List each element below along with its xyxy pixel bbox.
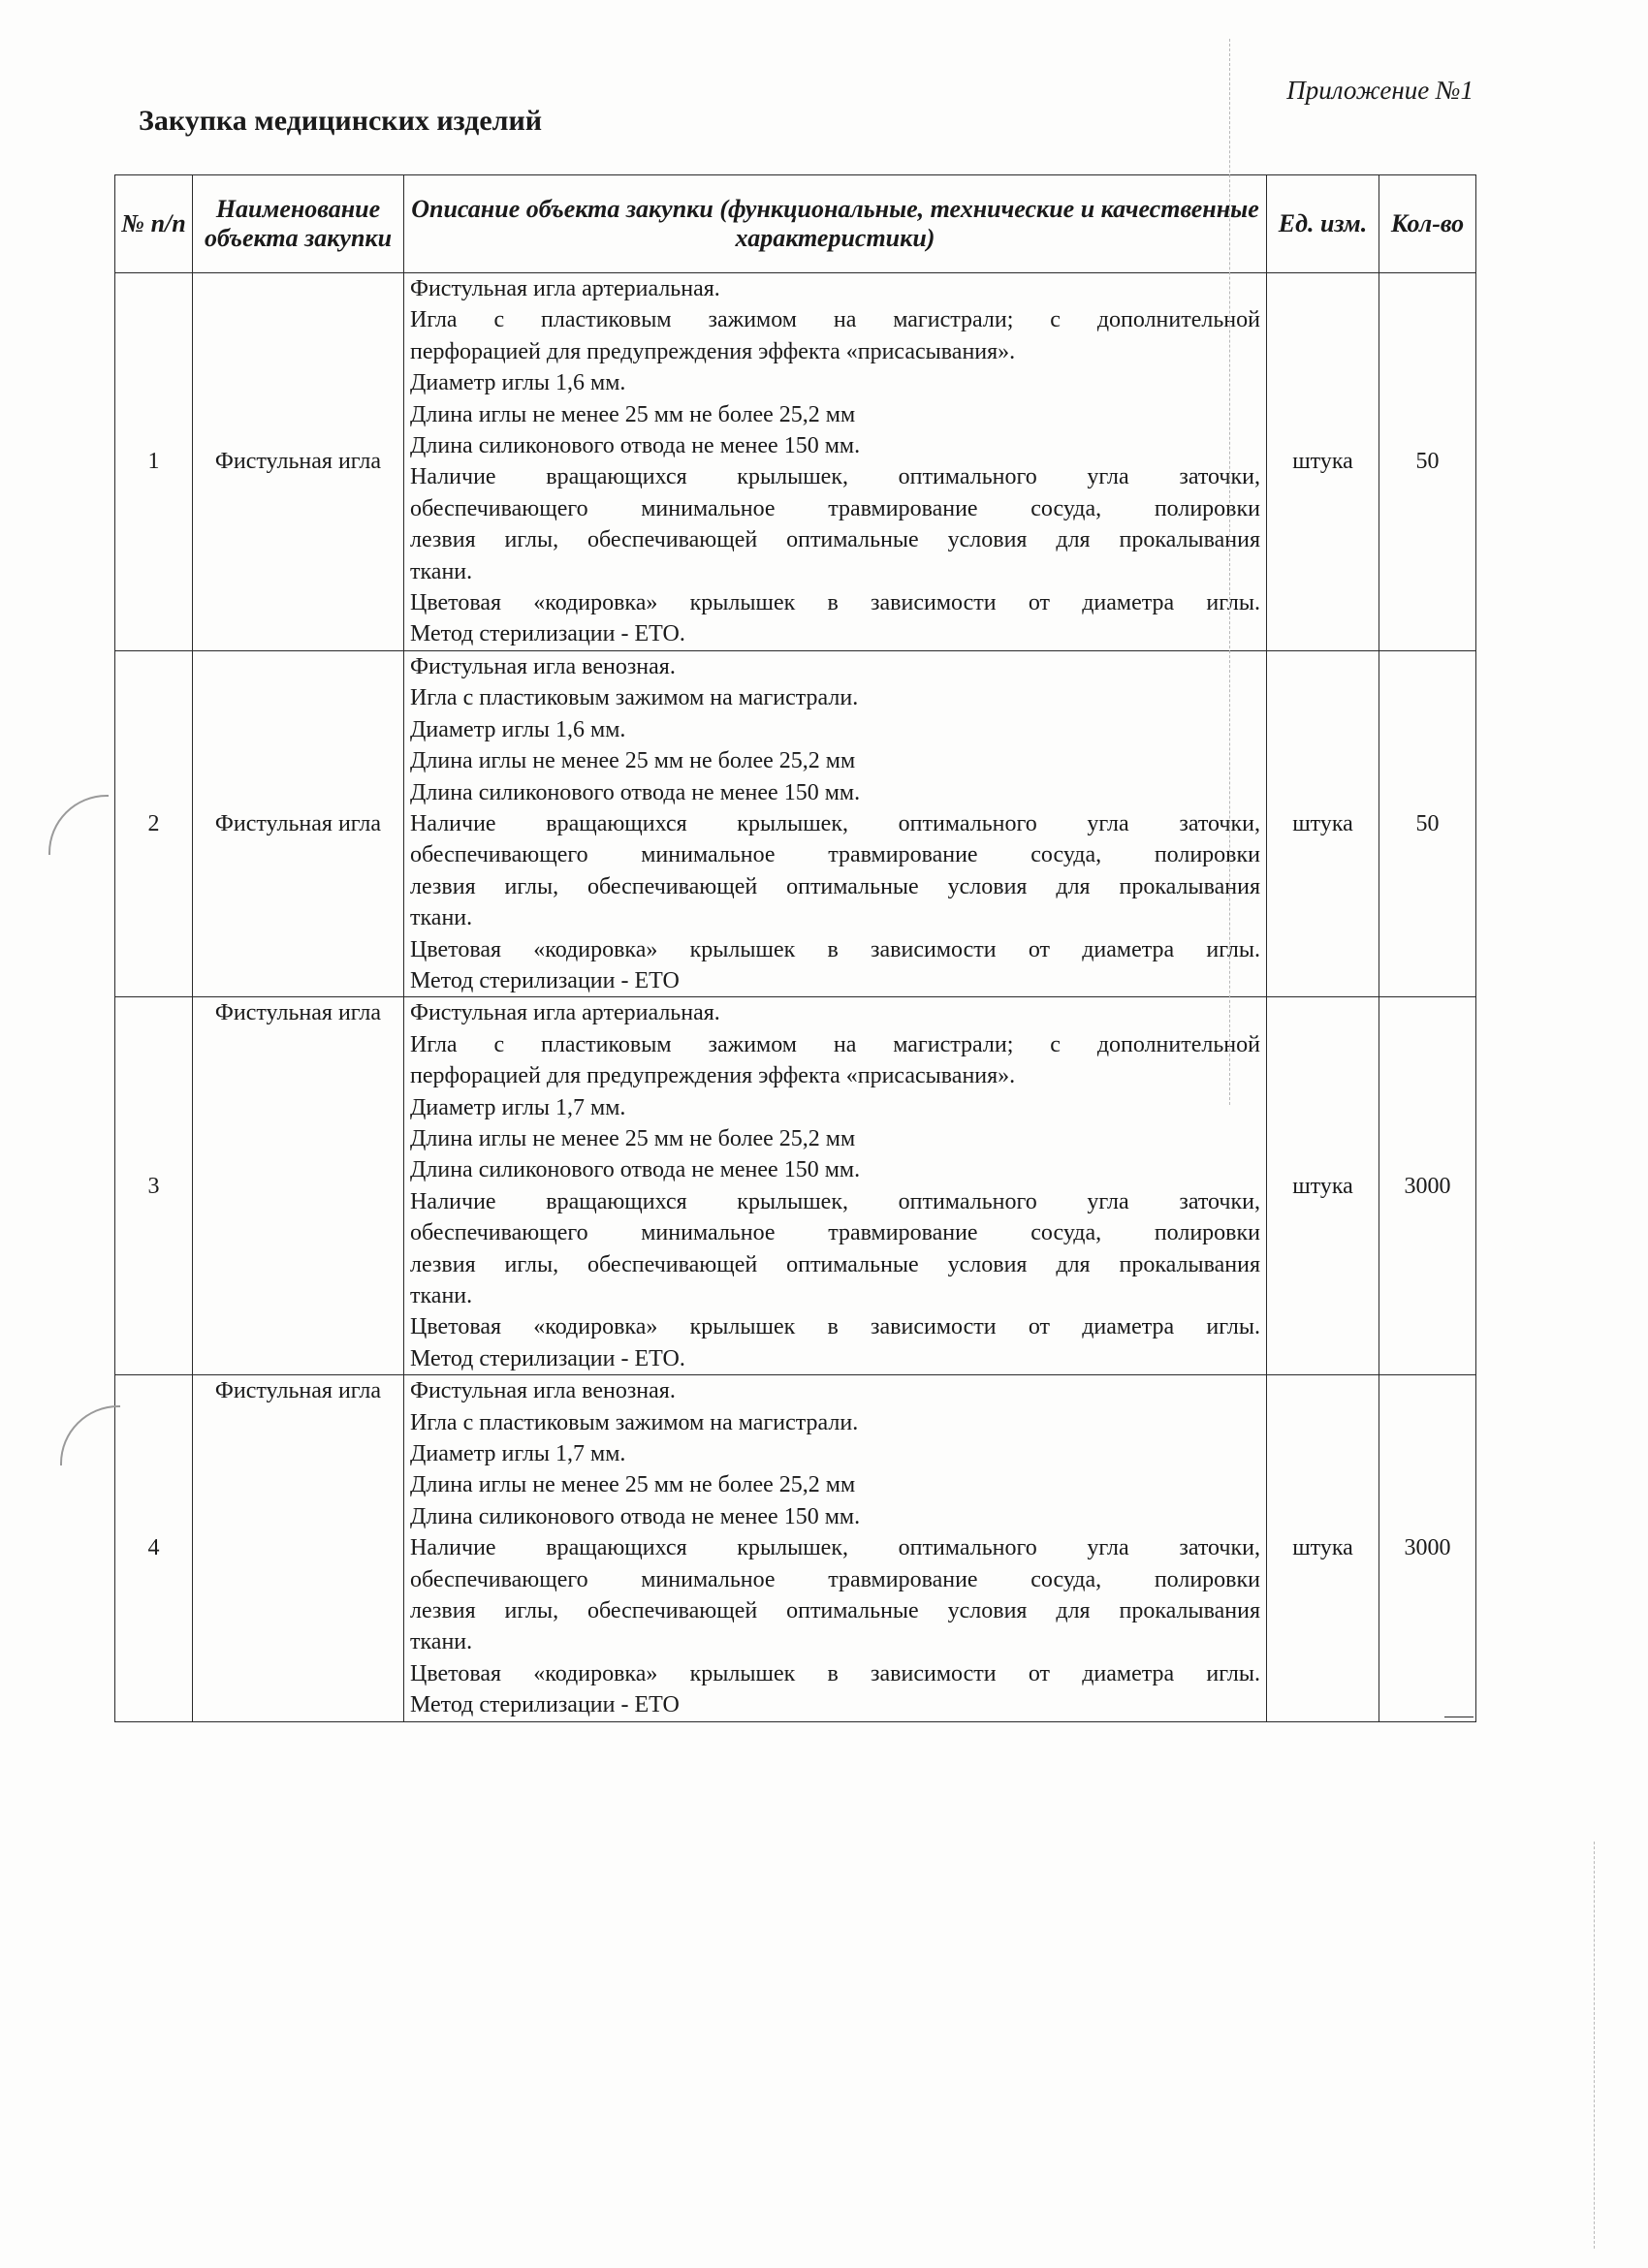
item-name: Фистульная игла xyxy=(193,273,404,651)
description-line: ткани. xyxy=(410,905,473,931)
description-line: Метод стерилизации - ЕТО xyxy=(410,967,680,993)
description-line: Фистульная игла артериальная. xyxy=(410,1000,720,1026)
description-line: Игла с пластиковым зажимом на магистрали. xyxy=(410,1409,859,1435)
description-line: Цветовая «кодировка» крылышек в зависимости от диаметра иглы. xyxy=(410,1314,1260,1340)
description-line: лезвия иглы, обеспечивающей оптимальные условия для прокалывания xyxy=(410,527,1260,553)
procurement-table xyxy=(114,174,1476,1722)
quantity: 50 xyxy=(1379,273,1476,651)
column-header-name: Наименование объекта закупки xyxy=(193,175,404,273)
description-line: Цветовая «кодировка» крылышек в зависимости от диаметра иглы. xyxy=(410,936,1260,962)
unit-of-measure: штука xyxy=(1267,273,1379,651)
row-number: 2 xyxy=(115,650,193,996)
description-line: Диаметр иглы 1,7 мм. xyxy=(410,1094,626,1120)
quantity: 3000 xyxy=(1379,997,1476,1375)
item-description xyxy=(404,273,1267,651)
row-number: 3 xyxy=(115,997,193,1375)
table-body xyxy=(115,273,1476,1722)
scan-fold-line xyxy=(1594,1842,1595,2249)
row-number: 1 xyxy=(115,273,193,651)
description-line: Цветовая «кодировка» крылышек в зависимости от диаметра иглы. xyxy=(410,590,1260,616)
quantity: 50 xyxy=(1379,650,1476,996)
description-line: Фистульная игла венозная. xyxy=(410,1378,676,1404)
item-description xyxy=(404,650,1267,996)
description-line: Наличие вращающихся крылышек, оптимального угла заточки, xyxy=(410,464,1260,490)
column-header-number: № п/п xyxy=(115,175,193,273)
description-line: Длина силиконового отвода не менее 150 мм. xyxy=(410,1503,861,1529)
appendix-label: Приложение №1 xyxy=(1286,76,1474,105)
row-number: 4 xyxy=(115,1375,193,1721)
column-header-unit: Ед. изм. xyxy=(1267,175,1379,273)
description-line: Длина силиконового отвода не менее 150 мм. xyxy=(410,779,861,805)
description-line: обеспечивающего минимальное травмирование сосуда, полировки xyxy=(410,1220,1260,1246)
column-header-description: Описание объекта закупки (функциональные, технические и качественные характеристики) xyxy=(404,175,1267,273)
description-line: Наличие вращающихся крылышек, оптимального угла заточки, xyxy=(410,1188,1260,1214)
column-header-quantity: Кол-во xyxy=(1379,175,1476,273)
description-line: Цветовая «кодировка» крылышек в зависимости от диаметра иглы. xyxy=(410,1660,1260,1686)
description-line: Наличие вращающихся крылышек, оптимального угла заточки, xyxy=(410,810,1260,836)
description-line: ткани. xyxy=(410,1283,473,1308)
description-line: Длина иглы не менее 25 мм не более 25,2 мм xyxy=(410,1472,856,1498)
description-line: обеспечивающего минимальное травмирование сосуда, полировки xyxy=(410,495,1260,521)
description-line: Диаметр иглы 1,6 мм. xyxy=(410,370,626,396)
item-description xyxy=(404,997,1267,1375)
description-line: Наличие вращающихся крылышек, оптимального угла заточки, xyxy=(410,1535,1260,1561)
description-line: лезвия иглы, обеспечивающей оптимальные условия для прокалывания xyxy=(410,873,1260,899)
description-line: Длина иглы не менее 25 мм не более 25,2 мм xyxy=(410,1125,856,1151)
punch-hole-mark xyxy=(60,1405,120,1465)
item-name: Фистульная игла xyxy=(193,997,404,1375)
document-title: Закупка медицинских изделий xyxy=(139,105,543,137)
description-line: перфорацией для предупреждения эффекта «присасывания». xyxy=(410,338,1016,364)
description-line: ткани. xyxy=(410,558,473,584)
item-name: Фистульная игла xyxy=(193,1375,404,1721)
description-line: Игла с пластиковым зажимом на магистрали. xyxy=(410,685,859,711)
description-line: Метод стерилизации - ЕТО xyxy=(410,1692,680,1718)
punch-hole-mark xyxy=(48,795,109,855)
table-row xyxy=(115,1375,1476,1721)
description-line: Фистульная игла артериальная. xyxy=(410,276,720,301)
description-line: лезвия иглы, обеспечивающей оптимальные условия для прокалывания xyxy=(410,1598,1260,1624)
description-line: перфорацией для предупреждения эффекта «присасывания». xyxy=(410,1063,1016,1089)
table-row xyxy=(115,273,1476,651)
unit-of-measure: штука xyxy=(1267,1375,1379,1721)
description-line: Длина силиконового отвода не менее 150 мм. xyxy=(410,433,861,459)
table-row xyxy=(115,997,1476,1375)
scan-fold-line xyxy=(1229,39,1230,1105)
table-row xyxy=(115,650,1476,996)
description-line: Фистульная игла венозная. xyxy=(410,653,676,679)
description-line: Метод стерилизации - ЕТО. xyxy=(410,621,685,647)
description-line: обеспечивающего минимальное травмирование сосуда, полировки xyxy=(410,1566,1260,1592)
description-line: Игла с пластиковым зажимом на магистрали; с дополнительной xyxy=(410,1031,1260,1057)
item-description xyxy=(404,1375,1267,1721)
table-header-row xyxy=(115,175,1476,273)
description-line: лезвия иглы, обеспечивающей оптимальные условия для прокалывания xyxy=(410,1251,1260,1277)
description-line: обеспечивающего минимальное травмирование сосуда, полировки xyxy=(410,842,1260,868)
unit-of-measure: штука xyxy=(1267,650,1379,996)
description-line: Диаметр иглы 1,7 мм. xyxy=(410,1441,626,1467)
description-line: Длина иглы не менее 25 мм не более 25,2 мм xyxy=(410,748,856,774)
description-line: Диаметр иглы 1,6 мм. xyxy=(410,716,626,742)
quantity: 3000 xyxy=(1379,1375,1476,1721)
item-name: Фистульная игла xyxy=(193,650,404,996)
description-line: Длина иглы не менее 25 мм не более 25,2 мм xyxy=(410,401,856,427)
description-line: Метод стерилизации - ЕТО. xyxy=(410,1345,685,1371)
description-line: Длина силиконового отвода не менее 150 мм. xyxy=(410,1157,861,1183)
description-line: Игла с пластиковым зажимом на магистрали; с дополнительной xyxy=(410,307,1260,333)
unit-of-measure: штука xyxy=(1267,997,1379,1375)
description-line: ткани. xyxy=(410,1629,473,1655)
